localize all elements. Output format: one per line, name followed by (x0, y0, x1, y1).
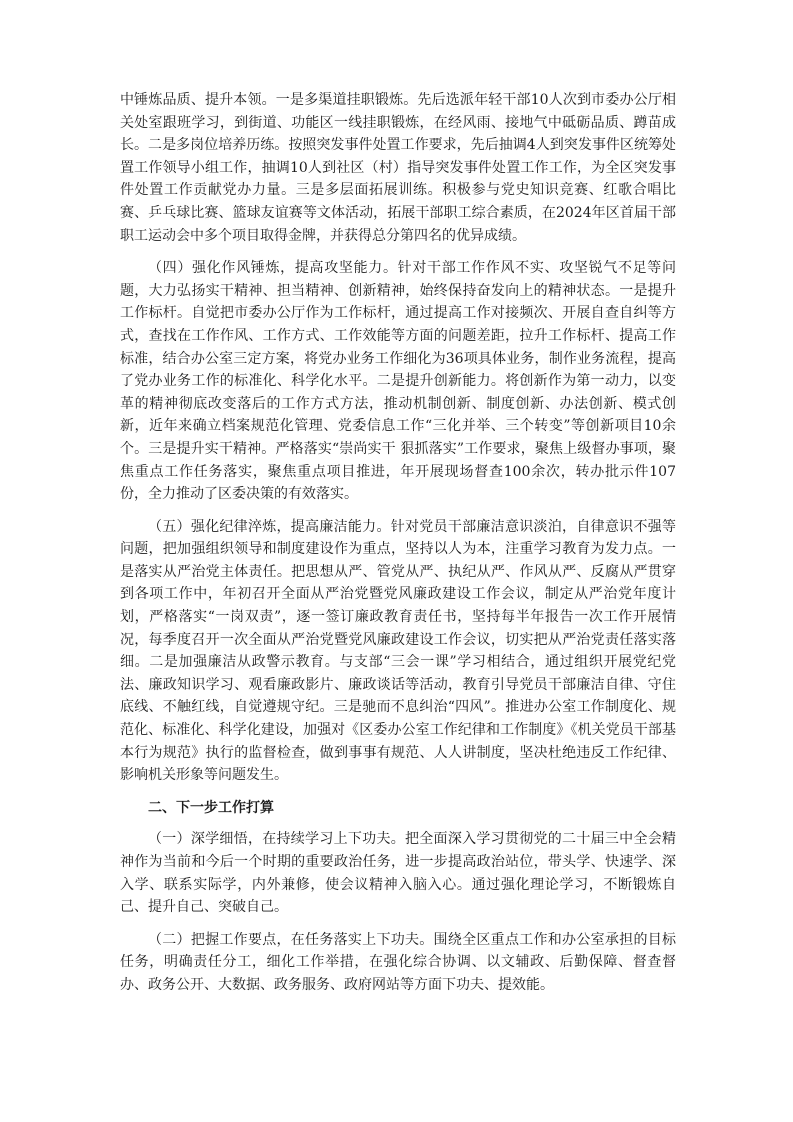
paragraph-task-implementation: （二）把握工作要点，在任务落实上下功夫。围绕全区重点工作和办公室承担的目标任务，明确责任分工，细化工作举措，在强化综合协调、以文辅政、后勤保障、督查督办、政务公开、大数据、政务服务、政府网站等方面下功夫、提效能。 (120, 931, 676, 993)
section-heading: 二、下一步工作打算 (148, 799, 274, 816)
paragraph-discipline: （五）强化纪律淬炼，提高廉洁能力。针对党员干部廉洁意识淡泊，自律意识不强等问题，把加强组织领导和制度建设作为重点，坚持以人为本，注重学习教育为发力点。一是落实从严治党主体责任。把思想从严、管党从严、执纪从严、作风从严、反腐从严贯穿到各项工作中，年初召开全面从严治党暨党风廉政建设工作会议，制定从严治党年度计划，严格落实“一岗双责”，逐一签订廉政教育责任书，坚持每半年报告一次工作开展情况，每季度召开一次全面从严治党暨党风廉政建设工作会议，切实把从严治党责任落实落细。二是加强廉洁从政警示教育。与支部“三会一课”学习相结合，通过组织开展党纪党法、廉政知识学习、观看廉政影片、廉政谈话等活动，教育引导党员干部廉洁自律、守住底线、不触红线，自觉遵规守纪。三是驰而不息纠治“四风”。推进办公室工作制度化、规范化、标准化、科学化建设，加强对《区委办公室工作纪律和工作制度》《机关党员干部基本行为规范》执行的监督检查，做到事事有规范、人人讲制度，坚决杜绝违反工作纪律、影响机关形象等问题发生。 (120, 518, 676, 784)
paragraph-work-style: （四）强化作风锤炼，提高攻坚能力。针对干部工作作风不实、攻坚锐气不足等问题，大力弘扬实干精神、担当精神、创新精神，始终保持奋发向上的精神状态。一是提升工作标杆。自觉把市委办公厅作为工作标杆，通过提高工作对接频次、开展自查自纠等方式，查找在工作作风、工作方式、工作效能等方面的问题差距，拉升工作标杆、提高工作标准，结合办公室三定方案，将党办业务工作细化为36项具体业务，制作业务流程，提高了党办业务工作的标准化、科学化水平。二是提升创新能力。将创新作为第一动力，以变革的精神彻底改变落后的工作方式方法，推动机制创新、制度创新、办法创新、模式创新，近年来确立档案规范化管理、党委信息工作“三化并举、三个转变”等创新项目10余个。三是提升实干精神。严格落实“崇尚实干 狠抓落实”工作要求，聚焦上级督办事项，聚焦重点工作任务落实，聚焦重点项目推进，年开展现场督查100余次，转办批示件107份，全力推动了区委决策的有效落实。 (120, 260, 676, 503)
paragraph-training: 中锤炼品质、提升本领。一是多渠道挂职锻炼。先后选派年轻干部10人次到市委办公厅相关处室跟班学习，到街道、功能区一线挂职锻炼，在经风雨、接地气中砥砺品质、蹲苗成长。二是多岗位培养历练。按照突发事件处置工作要求，先后抽调4人到突发事件区统筹处置工作领导小组工作，抽调10人到社区（村）指导突发事件处置工作工作，为全区突发事件处置工作贡献党办力量。三是多层面拓展训练。积极参与党史知识竞赛、红歌合唱比赛、乒乓球比赛、篮球友谊赛等文体活动，拓展干部职工综合素质，在2024年区首届干部职工运动会中多个项目取得金牌，并获得总分第四名的优异成绩。 (120, 92, 676, 244)
document-page (120, 89, 676, 1007)
paragraph-study: （一）深学细悟，在持续学习上下功夫。把全面深入学习贯彻党的二十届三中全会精神作为当前和今后一个时期的重要政治任务，进一步提高政治站位，带头学、快速学、深入学、联系实际学，内外兼修，使会议精神入脑入心。通过强化理论学习，不断锻炼自己、提升自己、突破自己。 (120, 831, 676, 916)
